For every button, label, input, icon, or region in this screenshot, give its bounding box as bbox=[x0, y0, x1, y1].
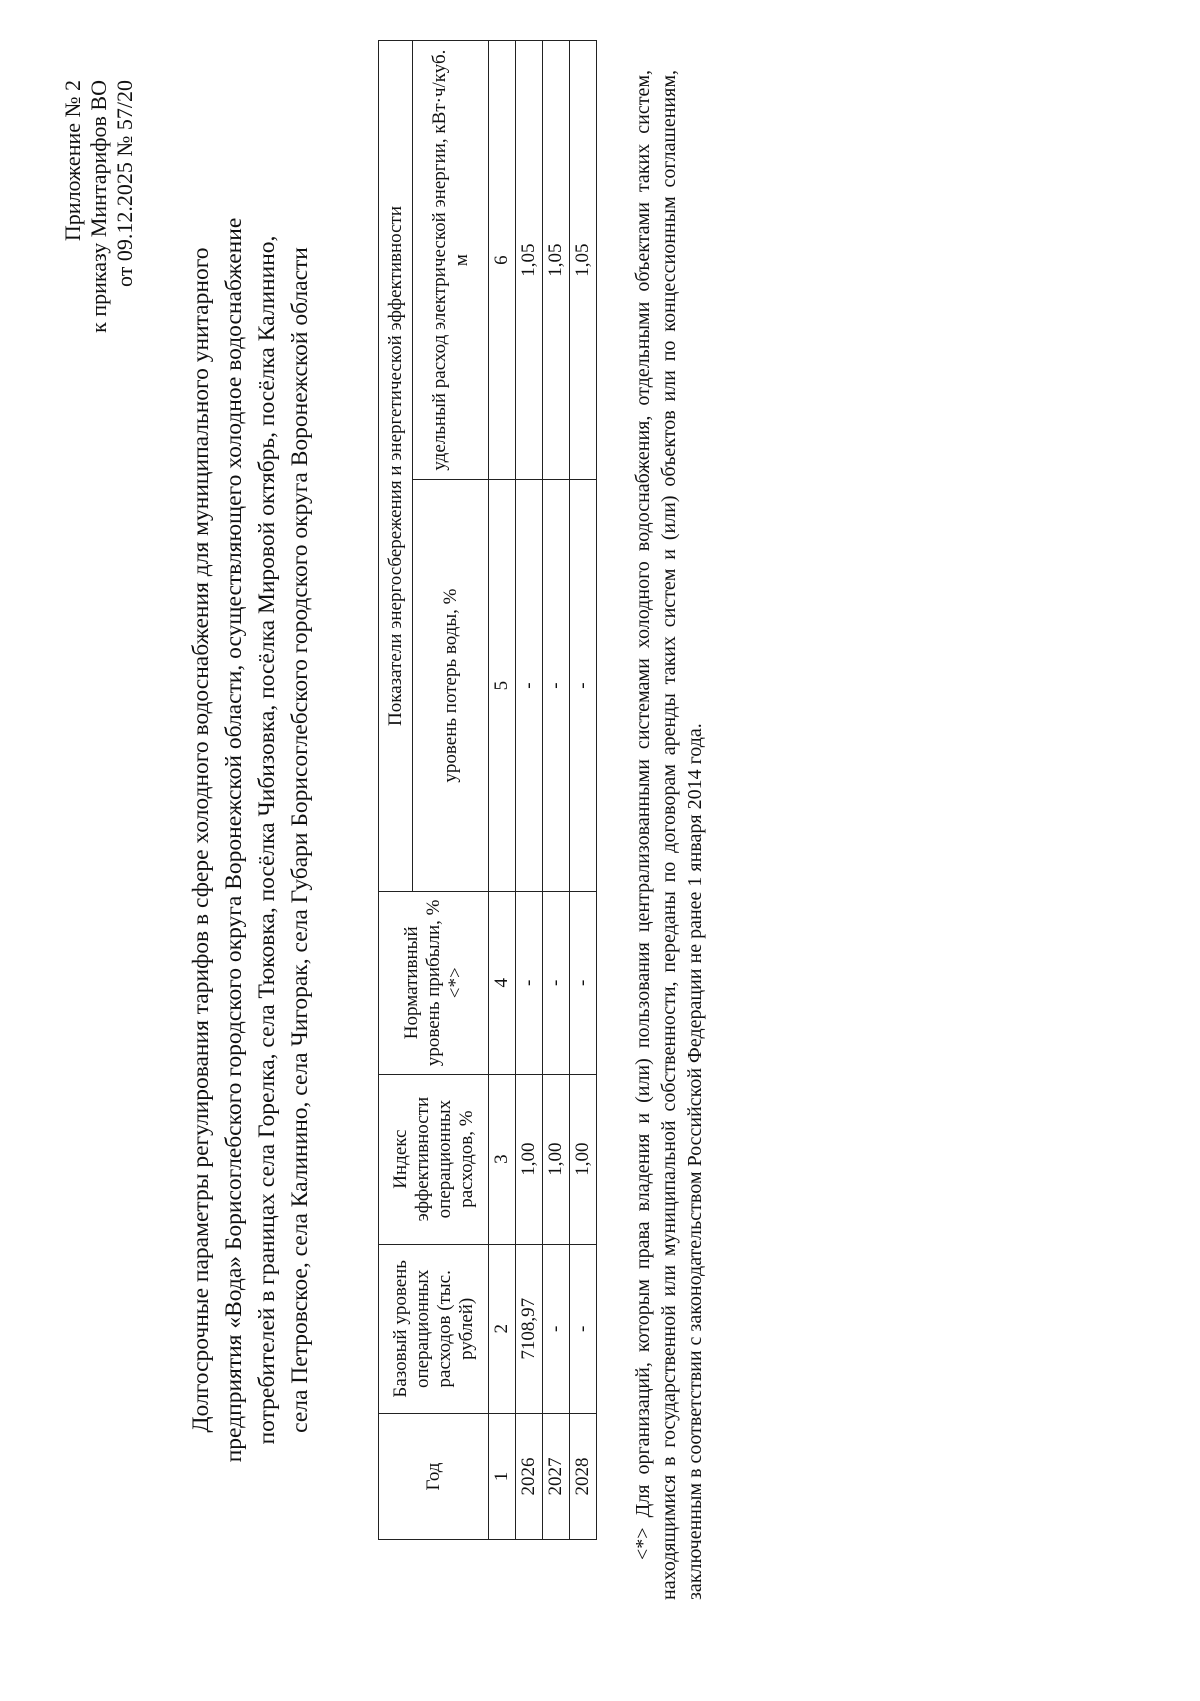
header-base-opex: Базовый уровень операционных расходов (тыс. рублей) bbox=[379, 1244, 489, 1413]
appendix-date: от 09.12.2025 № 57/20 bbox=[112, 80, 137, 287]
cell-base-opex: 7108,97 bbox=[516, 1244, 543, 1413]
cell-year: 2027 bbox=[543, 1414, 570, 1540]
appendix-number: Приложение № 2 bbox=[60, 80, 85, 242]
table-row bbox=[516, 41, 543, 1540]
header-efficiency-index: Индекс эффективности операционных расходов, % bbox=[379, 1074, 489, 1244]
cell-year: 2028 bbox=[570, 1414, 597, 1540]
document-page bbox=[60, 40, 1140, 1640]
cell-efficiency-index: 1,00 bbox=[570, 1074, 597, 1244]
column-number: 4 bbox=[489, 891, 516, 1074]
column-number: 6 bbox=[489, 41, 516, 480]
cell-efficiency-index: 1,00 bbox=[543, 1074, 570, 1244]
cell-energy-consumption: 1,05 bbox=[543, 41, 570, 480]
title-line: Долгосрочные параметры регулирования тарифов в сфере холодного водоснабжения для муниципального унитарного bbox=[188, 247, 214, 1433]
header-energy-indicators: Показатели энергосбережения и энергетической эффективности bbox=[379, 41, 413, 892]
cell-water-loss: - bbox=[570, 480, 597, 892]
parameters-table bbox=[378, 40, 597, 1540]
cell-profit-level: - bbox=[543, 891, 570, 1074]
cell-water-loss: - bbox=[516, 480, 543, 892]
cell-year: 2026 bbox=[516, 1414, 543, 1540]
column-number: 2 bbox=[489, 1244, 516, 1413]
cell-efficiency-index: 1,00 bbox=[516, 1074, 543, 1244]
appendix-reference bbox=[60, 80, 138, 333]
column-number: 1 bbox=[489, 1414, 516, 1540]
cell-energy-consumption: 1,05 bbox=[516, 41, 543, 480]
title-line: села Петровское, села Калинино, села Чигорак, села Губари Борисоглебского городского округа Воронежской области bbox=[287, 247, 313, 1433]
column-number: 5 bbox=[489, 480, 516, 892]
footnote: <*> Для организаций, которым права владения и (или) пользования централизованными системами холодного водоснабжения, отдельными объектами таких систем, находящимися в государственной или муниципальной собственности, переданы по договорам аренды таких систем и (или) объектов или по концессионным соглашениям, заключенным в соответствии с законодательством Российской Федерации не ранее 1 января 2014 года. bbox=[632, 70, 706, 1600]
header-year: Год bbox=[379, 1414, 489, 1540]
cell-base-opex: - bbox=[570, 1244, 597, 1413]
table-row bbox=[543, 41, 570, 1540]
header-profit-level: Нормативный уровень прибыли, % <*> bbox=[379, 891, 489, 1074]
cell-water-loss: - bbox=[543, 480, 570, 892]
header-energy-consumption: удельный расход электрической энергии, кВт·ч/куб. м bbox=[413, 41, 489, 480]
cell-profit-level: - bbox=[516, 891, 543, 1074]
cell-profit-level: - bbox=[570, 891, 597, 1074]
cell-base-opex: - bbox=[543, 1244, 570, 1413]
table-row bbox=[570, 41, 597, 1540]
appendix-order: к приказу Минтарифов ВО bbox=[86, 80, 111, 333]
title-line: потребителей в границах села Горелка, села Тюковка, посёлка Чибизовка, посёлка Мировой октябрь, посёлка Калинино, bbox=[254, 235, 280, 1445]
document-title bbox=[185, 80, 317, 1600]
header-water-loss: уровень потерь воды, % bbox=[413, 480, 489, 892]
column-number: 3 bbox=[489, 1074, 516, 1244]
cell-energy-consumption: 1,05 bbox=[570, 41, 597, 480]
title-line: предприятия «Вода» Борисоглебского городского округа Воронежской области, осуществляющего холодное водоснабжение bbox=[221, 217, 247, 1463]
column-number-row bbox=[489, 41, 516, 1540]
